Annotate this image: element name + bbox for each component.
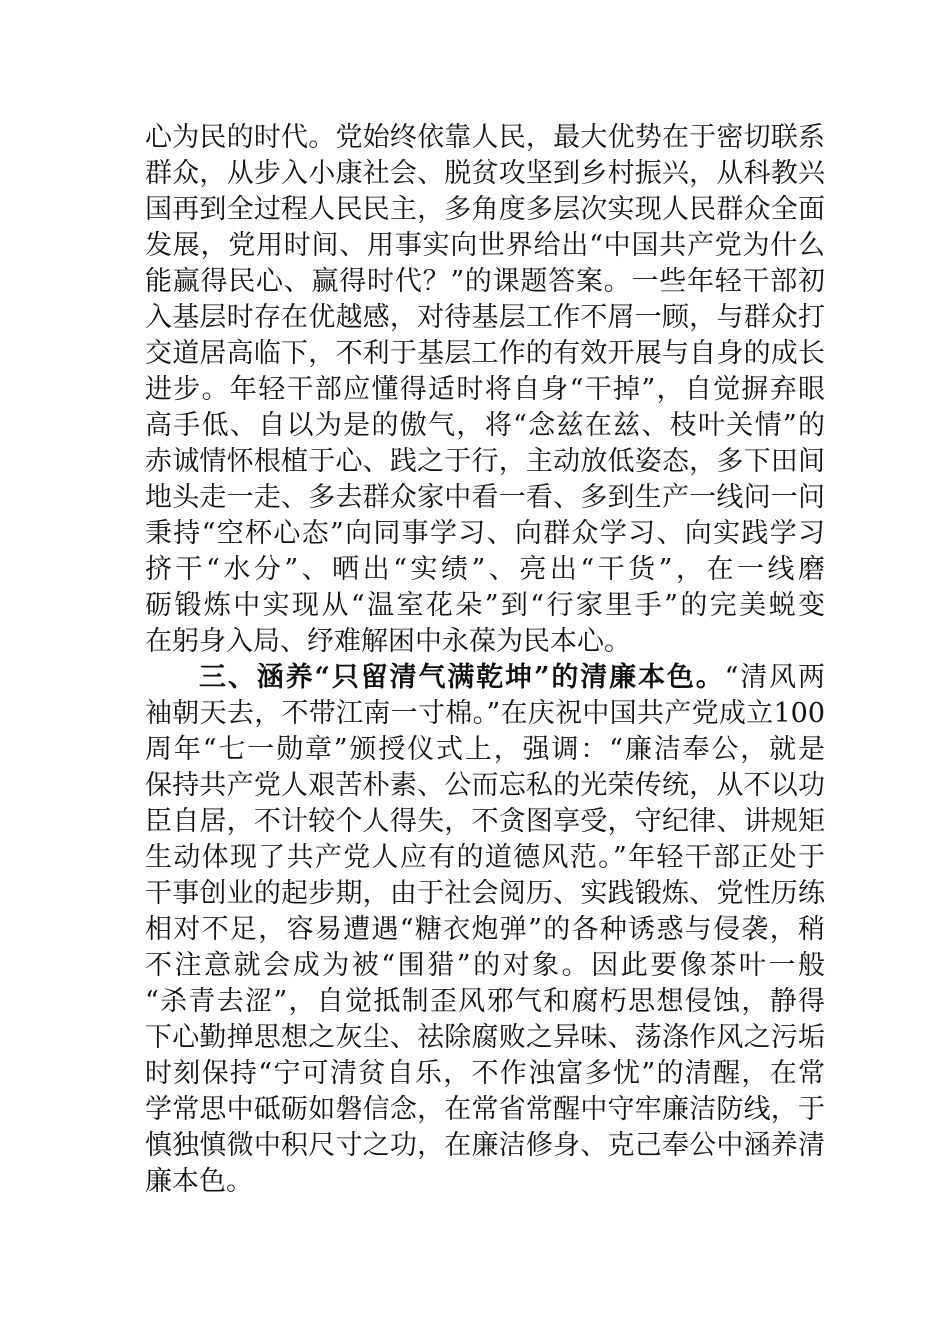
document-body [145, 120, 825, 1200]
text-line: 臣自居，不计较个人得失，不贪图享受，守纪律、讲规矩 [145, 806, 825, 837]
text-line: 不注意就会成为被“围猎”的对象。因此要像茶叶一般 [145, 950, 825, 981]
text-line: 廉本色。 [145, 1166, 253, 1197]
text-line: 交道居高临下，不利于基层工作的有效开展与自身的成长 [145, 338, 825, 369]
text-line: “杀青去涩”，自觉抵制歪风邪气和腐朽思想侵蚀，静得 [145, 986, 825, 1017]
text-line: 挤干“水分”、晒出“实绩”、亮出“干货”，在一线磨 [145, 554, 825, 585]
text-line: 慎独慎微中积尺寸之功，在廉洁修身、克己奉公中涵养清 [145, 1130, 825, 1161]
text-line: 赤诚情怀根植于心、践之于行，主动放低姿态，多下田间 [145, 446, 825, 477]
text-line: 保持共产党人艰苦朴素、公而忘私的光荣传统，从不以功 [145, 770, 825, 801]
paragraph-2 [145, 660, 825, 1200]
text-line: 能赢得民心、赢得时代？”的课题答案。一些年轻干部初 [145, 266, 825, 297]
text-line: 生动体现了共产党人应有的道德风范。”年轻干部正处于 [145, 842, 825, 873]
text-line: 时刻保持“宁可清贫自乐，不作浊富多忧”的清醒，在常 [145, 1058, 825, 1089]
paragraph-1 [145, 120, 825, 660]
text-line: 学常思中砥砺如磐信念，在常省常醒中守牢廉洁防线，于 [145, 1094, 825, 1125]
text-line: 群众，从步入小康社会、脱贫攻坚到乡村振兴，从科教兴 [145, 158, 825, 189]
text-run: “清风两 [724, 662, 825, 693]
text-line: 进步。年轻干部应懂得适时将自身“干掉”，自觉摒弃眼 [145, 374, 825, 405]
text-line: 砺锻炼中实现从“温室花朵”到“行家里手”的完美蜕变 [145, 590, 825, 621]
text-line: 袖朝天去，不带江南一寸棉。”在庆祝中国共产党成立100 [145, 698, 825, 729]
text-line: 心为民的时代。党始终依靠人民，最大优势在于密切联系 [145, 122, 825, 153]
text-line: 相对不足，容易遭遇“糖衣炮弹”的各种诱惑与侵袭，稍 [145, 914, 825, 945]
text-line: 国再到全过程人民民主，多角度多层次实现人民群众全面 [145, 194, 825, 225]
section-heading-line [145, 660, 825, 696]
text-line: 下心勤掸思想之灰尘、祛除腐败之异味、荡涤作风之污垢 [145, 1022, 825, 1053]
text-line: 在躬身入局、纾难解困中永葆为民本心。 [145, 626, 631, 657]
text-line: 秉持“空杯心态”向同事学习、向群众学习、向实践学习 [145, 518, 825, 549]
text-line: 干事创业的起步期，由于社会阅历、实践锻炼、党性历练 [145, 878, 825, 909]
text-line: 地头走一走、多去群众家中看一看、多到生产一线问一问 [145, 482, 825, 513]
text-line: 周年“七一勋章”颁授仪式上，强调：“廉洁奉公，就是 [145, 734, 825, 765]
section-heading: 三、涵养“只留清气满乾坤”的清廉本色。 [199, 662, 725, 693]
text-line: 发展，党用时间、用事实向世界给出“中国共产党为什么 [145, 230, 825, 261]
text-line: 高手低、自以为是的傲气，将“念兹在兹、枝叶关情”的 [145, 410, 825, 441]
text-line: 入基层时存在优越感，对待基层工作不屑一顾，与群众打 [145, 302, 825, 333]
